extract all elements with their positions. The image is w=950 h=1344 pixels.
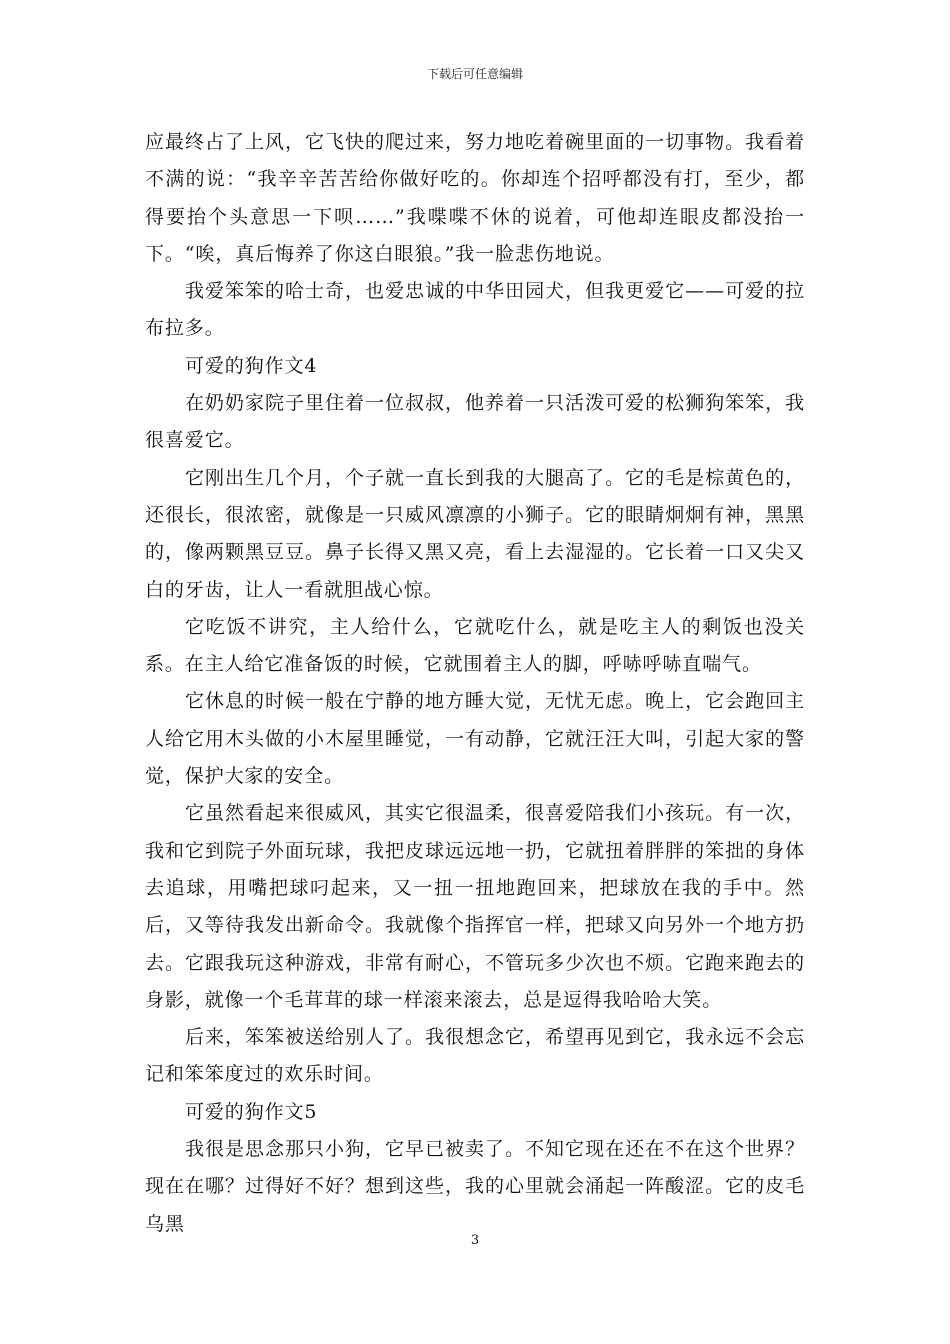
page-number: 3	[470, 1233, 480, 1248]
paragraph: 在奶奶家院子里住着一位叔叔，他养着一只活泼可爱的松狮狗笨笨，我很喜爱它。	[145, 392, 805, 452]
page-header: 下载后可任意编辑	[426, 67, 523, 81]
section-title: 可爱的狗作文4	[185, 354, 318, 377]
paragraph: 后来，笨笨被送给别人了。我很想念它，希望再见到它，我永远不会忘记和笨笨度过的欢乐时间。	[145, 1026, 805, 1086]
paragraph: 它刚出生几个月，个子就一直长到我的大腿高了。它的毛是棕黄色的，还很长，很浓密，就像是一只威风凛凛的小狮子。它的眼睛炯炯有神，黑黑的，像两颗黑豆豆。鼻子长得又黑又亮，看上去湿湿的。它长着一口又尖又白的牙齿，让人一看就胆战心惊。	[145, 466, 805, 601]
document-body	[145, 124, 805, 1243]
paragraph: 它吃饭不讲究，主人给什么，它就吃什么，就是吃主人的剩饭也没关系。在主人给它准备饭的时候，它就围着主人的脚，呼哧呼哧直喘气。	[145, 615, 805, 676]
paragraph: 应最终占了上风，它飞快的爬过来，努力地吃着碗里面的一切事物。我看着不满的说：“我辛辛苦苦给你做好吃的。你却连个招呼都没有打，至少，都得要抬个头意思一下呗……”我喋喋不休的说着，可他却连眼皮都没抬一下。“唉，真后悔养了你这白眼狼。”我一脸悲伤地说。	[145, 131, 805, 265]
paragraph: 我很是思念那只小狗，它早已被卖了。不知它现在还在不在这个世界？现在在哪？过得好不好？想到这些，我的心里就会涌起一阵酸涩。它的皮毛乌黑	[145, 1138, 805, 1235]
paragraph: 它休息的时候一般在宁静的地方睡大觉，无忧无虑。晚上，它会跑回主人给它用木头做的小木屋里睡觉，一有动静，它就汪汪大叫，引起大家的警觉，保护大家的安全。	[145, 690, 805, 788]
paragraph: 我爱笨笨的哈士奇，也爱忠诚的中华田园犬，但我更爱它——可爱的拉布拉多。	[145, 280, 805, 340]
paragraph: 它虽然看起来很威风，其实它很温柔，很喜爱陪我们小孩玩。有一次，我和它到院子外面玩球，我把皮球远远地一扔，它就扭着胖胖的笨拙的身体去追球，用嘴把球叼起来，又一扭一扭地跑回来，把球放在我的手中。然后，又等待我发出新命令。我就像个指挥官一样，把球又向另外一个地方扔去。它跟我玩这种游戏，非常有耐心，不管玩多少次也不烦。它跑来跑去的身影，就像一个毛茸茸的球一样滚来滚去，总是逗得我哈哈大笑。	[145, 802, 805, 1011]
section-title: 可爱的狗作文5	[185, 1100, 318, 1123]
